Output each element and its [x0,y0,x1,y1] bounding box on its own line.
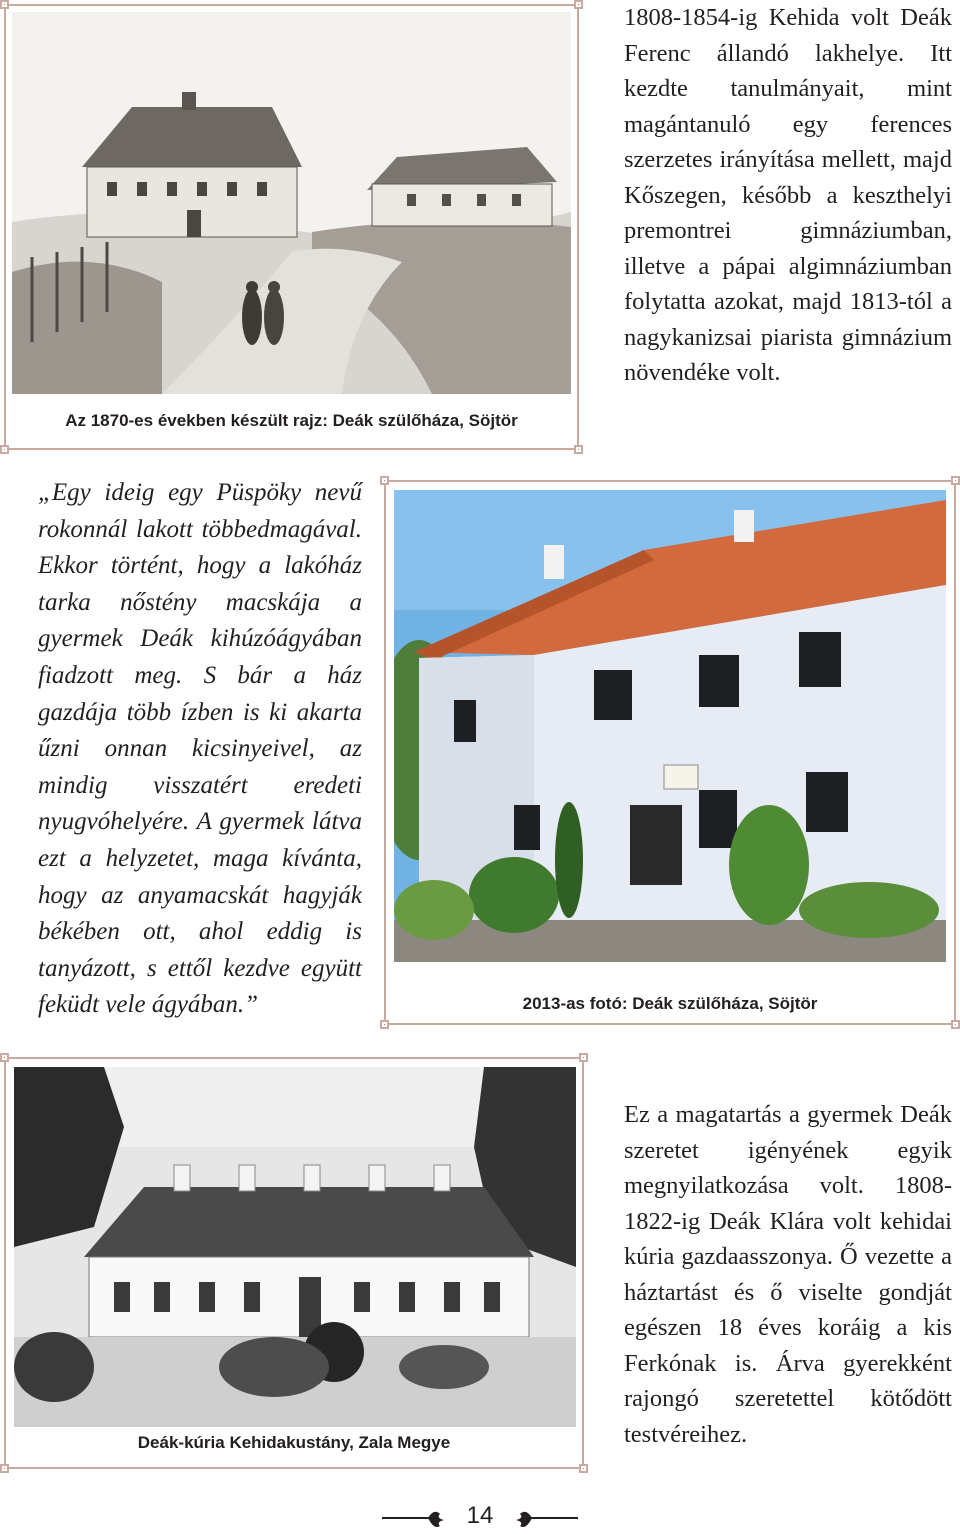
quote-paragraph: „Egy ideig egy Püspöky nevű rokonnál lakott többedmagával. Ekkor történt, hogy a lakóház tarka nőstény macskája a gyermek Deák kihúzóágyában fiadzott meg. S bár a ház gazdája több ízben is ki akarta űzni onnan kicsinyeivel, az mindig visszatért eredeti nyugvóhelyére. A gyermek látva ezt a helyzetet, maga kívánta, hogy az anyamacskát hagyják békében ott, ahol eddig is tanyázott, s ettől kezdve együtt feküdt vele ágyában.” [38,479,362,1019]
frame-corner [574,0,583,9]
intro-paragraph: 1808-1854-ig Kehida volt Deák Ferenc állandó lakhelye. Itt kezdte tanulmányait, mint magántanuló egy ferences szerzetes irányítása mellett, majd Kőszegen, később a keszthelyi premontrei gimnáziumban, illetve a pápai algimnáziumban folytatta azokat, majd 1813-tól a nagykanizsai piarista gimnázium növendéke volt. [624,4,952,386]
frame-corner [579,1053,588,1062]
page-number: 14 [466,1502,494,1529]
closing-paragraph: Ez a magatartás a gyermek Deák szeretet igényének egyik megnyilatkozása volt. 1808-1822-ig Deák Klára volt kehidai kúria gazdaasszonya. Ő vezette a háztartást és ő viselte gondját egészen 18 éves koráig a kis Ferkónak is. Árva gyerekként rajongó szeretettel kötődött testvéreihez. [624,1101,952,1448]
frame-corner [579,1464,588,1473]
page-number-block [380,1496,580,1532]
kuria-photo [14,1067,576,1427]
photo-2013-caption: 2013-as fotó: Deák szülőháza, Söjtör [522,994,818,1013]
drawing-frame [4,4,579,450]
frame-corner [0,0,9,9]
birthplace-photo-2013 [394,490,946,962]
drawing-caption: Az 1870-es években készült rajz: Deák szülőháza, Söjtör [65,411,518,430]
kuria-caption: Deák-kúria Kehidakustány, Zala Megye [137,1433,451,1452]
photo-2013-frame [384,480,956,1025]
frame-corner [380,1020,389,1029]
frame-corner [951,1020,960,1029]
kuria-frame [4,1057,584,1469]
frame-corner [0,1053,9,1062]
birthplace-drawing [12,12,571,394]
ornament-right-icon [505,1504,580,1534]
frame-corner [380,476,389,485]
frame-corner [951,476,960,485]
frame-corner [574,445,583,454]
frame-corner [0,445,9,454]
frame-corner [0,1464,9,1473]
